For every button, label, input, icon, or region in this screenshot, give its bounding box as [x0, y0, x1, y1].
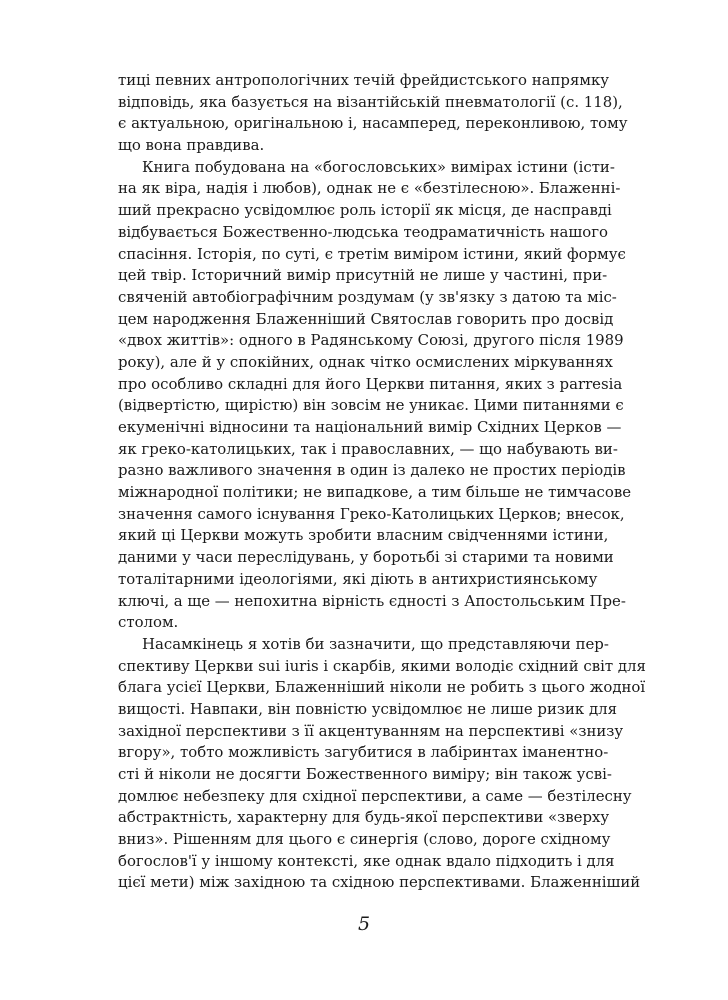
text-line: року), але й у спокійних, однак чітко осмислених міркуваннях — [118, 352, 613, 371]
text-line: значення самого існування Греко-Католицьких Церков; внесок, — [118, 504, 625, 523]
text-line: вниз». Рішенням для цього є синергія (слово, дороге східному — [118, 830, 611, 849]
text-line: домлює небезпеку для східної перспективи, а саме — безтілесну — [118, 786, 632, 805]
text-line: разно важливого значення в один із далеко не простих періодів — [118, 461, 626, 480]
text-line: що вона правдива. — [118, 136, 265, 155]
page-number: 5 — [357, 913, 371, 935]
text-line: даними у часи переслідувань, у боротьбі зі старими та новими — [118, 548, 614, 567]
text-line: західної перспективи з її акцентуванням на перспективі «знизу — [118, 721, 624, 740]
text-line: на як віра, надія і любов), однак не є «безтілесною». Блаженні- — [118, 179, 621, 198]
text-line: столом. — [118, 613, 179, 632]
text-line: міжнародної політики; не випадкове, а тим більше не тимчасове — [118, 483, 632, 502]
text-line: тоталітарними ідеологіями, які діють в антихристиянському — [118, 569, 598, 588]
text-line: ший прекрасно усвідомлює роль історії як місця, де насправді — [118, 201, 612, 220]
text-line: про особливо складні для його Церкви питання, яких з parresia — [118, 374, 623, 393]
text-line: цей твір. Історичний вимір присутній не лише у частині, при- — [118, 266, 608, 285]
text-line: абстрактність, характерну для будь-якої перспективи «зверху — [118, 808, 610, 827]
text-line: сті й ніколи не досягти Божественного виміру; він також усві- — [118, 765, 612, 783]
text-line: ключі, а ще — непохитна вірність єдності з Апостольським Пре- — [118, 591, 626, 610]
text-line: «двох життів»: одного в Радянському Союзі, другого після 1989 — [118, 331, 624, 350]
text-line: спективу Церкви sui iuris і скарбів, якими володіє східний світ для — [118, 656, 646, 675]
text-line: Насамкінець я хотів би зазначити, що представляючи пер- — [142, 634, 609, 653]
text-line: (відвертістю, щирістю) він зовсім не уникає. Цими питаннями є — [118, 396, 624, 415]
text-line: богослов'ї у іншому контексті, яке однак вдало підходить і для — [118, 851, 615, 870]
body-text — [118, 70, 646, 894]
text-line: тиці певних антропологічних течій фрейдистського напрямку — [118, 71, 610, 89]
text-line: відповідь, яка базується на візантійській пневматології (с. 118), — [118, 92, 623, 111]
text-line: відбувається Божественно-людська теодраматичність нашого — [118, 222, 608, 241]
text-line: є актуальною, оригінальною і, насамперед, переконливою, тому — [118, 114, 628, 133]
text-line: свяченій автобіографічним роздумам (у зв'язку з датою та міс- — [118, 287, 617, 306]
text-line: вгору», тобто можливість загубитися в лабіринтах іманентно- — [118, 743, 609, 762]
text-line: вищості. Навпаки, він повністю усвідомлює не лише ризик для — [118, 699, 617, 718]
text-line: як греко-католицьких, так і православних, — що набувають ви- — [118, 439, 618, 458]
text-line: який ці Церкви можуть зробити власним свідченнями істини, — [118, 526, 609, 545]
text-line: цієї мети) між західною та східною перспективами. Блаженніший — [118, 873, 641, 892]
text-line: спасіння. Історія, по суті, є третім виміром істини, який формує — [118, 244, 626, 263]
text-line: екуменічні відносини та національний вимір Східних Церков — — [118, 418, 622, 436]
text-line: блага усієї Церкви, Блаженніший ніколи не робить з цього жодної — [118, 678, 646, 697]
text-line: цем народження Блаженніший Святослав говорить про досвід — [118, 309, 614, 328]
text-line: Книга побудована на «богословських» вимірах істини (істи- — [142, 157, 615, 176]
